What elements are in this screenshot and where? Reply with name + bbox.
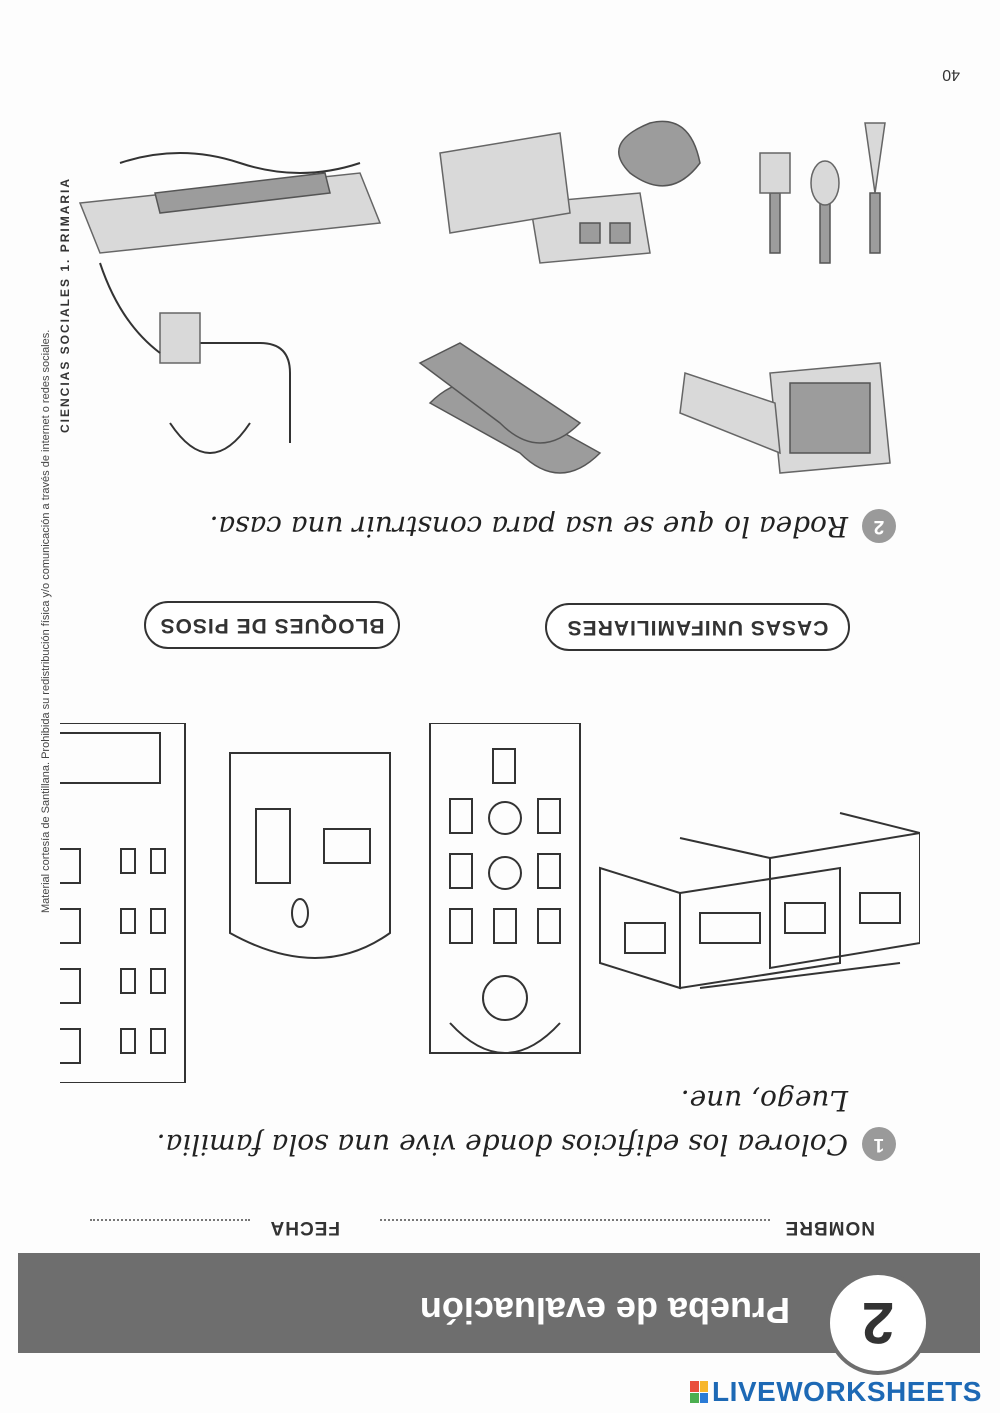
activity-2-instruction: Rodea lo que se usa para construir una casa. (209, 510, 848, 543)
cottage-house[interactable] (230, 753, 390, 958)
page-title: Prueba de evaluación (419, 1290, 790, 1331)
activity-1-number: 1 (862, 1127, 896, 1161)
activity-1-instruction-2: Luego, une. (680, 1084, 848, 1117)
watermark-text: LIVEWORKSHEETS (712, 1376, 982, 1407)
activity-1-instruction: Colorea los edificios donde vive una sola familia. (156, 1128, 848, 1161)
blocks-label[interactable]: BLOQUES DE PISOS (144, 601, 400, 649)
name-field[interactable] (380, 1219, 770, 1221)
date-label: FECHA (269, 1217, 340, 1238)
page-number: 40 (942, 66, 960, 83)
wood-beams-item[interactable] (80, 153, 380, 253)
buildings-illustration (60, 723, 920, 1083)
tiles-item[interactable] (680, 363, 890, 473)
materials-illustration (60, 83, 900, 483)
cutlery-item[interactable] (760, 123, 885, 263)
date-field[interactable] (90, 1219, 250, 1221)
ornate-house[interactable] (430, 723, 580, 1053)
series-credit: CIENCIAS SOCIALES 1. PRIMARIA (58, 176, 72, 433)
houses-label[interactable]: CASAS UNIFAMILIARES (545, 603, 850, 651)
roof-tile-item[interactable] (420, 343, 600, 473)
liveworksheets-watermark (690, 1376, 982, 1408)
activity-2-number: 2 (862, 509, 896, 543)
unit-number-badge: 2 (826, 1271, 930, 1375)
liveworksheets-logo-icon (690, 1381, 708, 1403)
pipes-item[interactable] (100, 263, 290, 453)
copyright-note: Material cortesía de Santillana. Prohibida su redistribución física y/o comunicación a través de internet o redes sociales. (40, 329, 52, 913)
apartment-block[interactable] (60, 723, 185, 1083)
bricks-item[interactable] (440, 121, 700, 263)
name-label: NOMBRE (784, 1217, 875, 1238)
modern-house[interactable] (600, 813, 920, 988)
